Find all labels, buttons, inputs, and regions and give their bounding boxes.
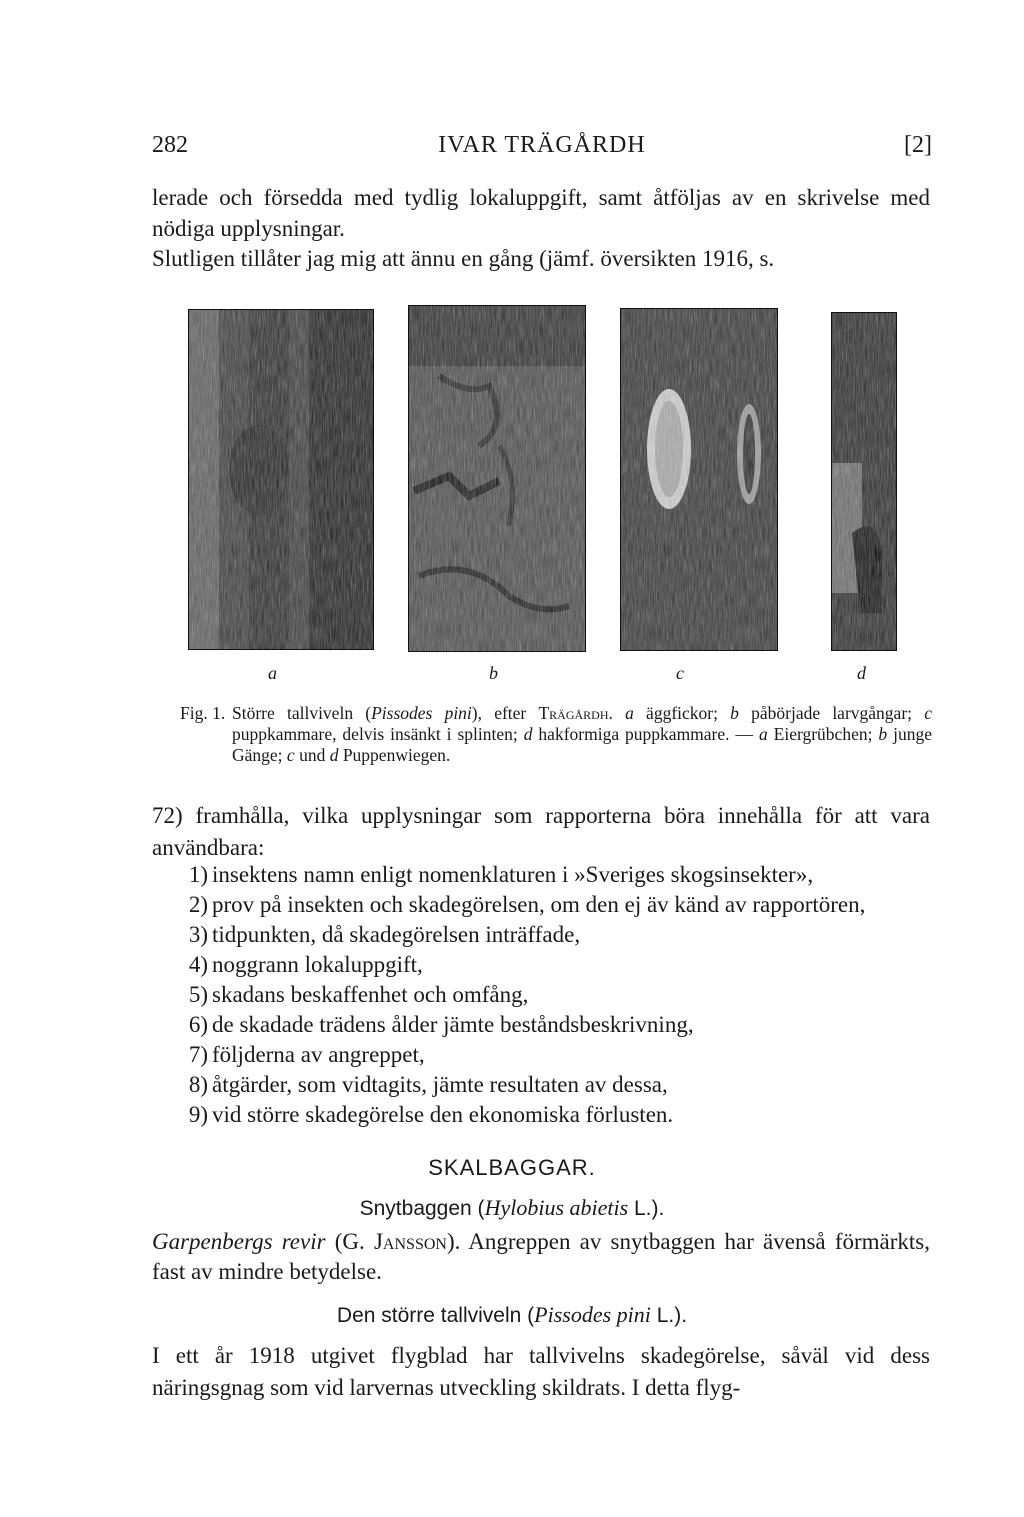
list-text: prov på insekten och skadegörelsen, om den ej äv känd av rapportören,	[212, 892, 866, 917]
subheading-snytbaggen	[0, 1195, 1024, 1221]
caption-seg: und	[294, 745, 330, 765]
caption-letter: d	[329, 745, 339, 765]
running-title: IVAR TRÄGÅRDH	[438, 132, 646, 158]
caption-seg: äggfickor;	[633, 703, 731, 723]
plate-c-bark-photo	[620, 308, 778, 651]
list-item	[172, 1040, 942, 1070]
list-item	[172, 860, 942, 890]
list-item	[172, 950, 942, 980]
section-marker: [2]	[904, 132, 932, 158]
caption-text	[232, 703, 932, 766]
subheading-text: Den större tallviveln (	[336, 1304, 535, 1327]
list-item	[172, 1070, 942, 1100]
caption-seg: ), efter	[471, 703, 539, 723]
subheading-text: L.).	[650, 1304, 688, 1327]
figure-number: Fig. 1.	[180, 703, 226, 723]
plate-b-bark-photo	[408, 305, 586, 652]
caption-seg: påbörjade larvgångar;	[738, 703, 925, 723]
section-heading: SKALBAGGAR.	[428, 1155, 596, 1180]
list-intro-paragraph: 72) framhålla, vilka upplysningar som rapporterna böra innehålla för att vara användbara:	[152, 803, 930, 860]
panel-label-b: b	[489, 663, 498, 683]
caption-letter: d	[523, 724, 533, 744]
list-item	[172, 920, 942, 950]
snytbaggen-paragraph	[152, 1227, 930, 1287]
caption-seg: hakformiga puppkammare. —	[532, 724, 759, 744]
caption-letter: c	[286, 745, 295, 765]
species-name: Hylobius abietis	[484, 1195, 629, 1220]
panel-label-c: c	[676, 663, 684, 683]
observer-name: Jansson	[373, 1229, 447, 1254]
list-text: åtgärder, som vidtagits, jämte resultaten av dessa,	[212, 1072, 668, 1097]
list-number: 1)	[188, 862, 208, 887]
caption-letter: a	[625, 703, 634, 723]
figure-caption	[180, 703, 932, 766]
plate-a-bark-photo	[188, 309, 374, 650]
list-text: insektens namn enligt nomenklaturen i »Sveriges skogsinsekter»,	[212, 862, 814, 887]
list-number: 6)	[188, 1012, 208, 1037]
caption-seg: Större tallviveln (	[232, 703, 372, 723]
report-requirements-list	[172, 860, 942, 1130]
list-number: 5)	[188, 982, 208, 1007]
list-text: vid större skadegörelse den ekonomiska förlusten.	[212, 1102, 674, 1127]
running-header	[152, 132, 932, 166]
list-text: skadans beskaffenhet och omfång,	[212, 982, 529, 1007]
intro-paragraph-2: Slutligen tillåter jag mig att ännu en gång (jämf. översikten 1916, s.	[152, 246, 775, 271]
paragraph-seg: (G.	[325, 1229, 374, 1254]
caption-letter: c	[924, 703, 932, 723]
subheading-text: L.).	[628, 1197, 665, 1220]
species-name: Pissodes pini	[534, 1302, 651, 1327]
list-text: följderna av angreppet,	[212, 1042, 425, 1067]
list-item	[172, 890, 942, 920]
caption-seg: puppkammare, delvis insänkt i splinten;	[232, 724, 524, 744]
page-number: 282	[152, 132, 188, 158]
figure-plates	[186, 305, 898, 650]
list-number: 2)	[188, 892, 208, 917]
caption-seg: Puppenwiegen.	[338, 745, 451, 765]
caption-author: Trägårdh	[538, 703, 609, 723]
list-number: 4)	[188, 952, 208, 977]
panel-label-d: d	[857, 663, 866, 683]
caption-letter: b	[878, 724, 888, 744]
list-text: de skadade trädens ålder jämte beståndsbeskrivning,	[212, 1012, 694, 1037]
caption-species: Pissodes pini	[371, 703, 472, 723]
intro-paragraph: lerade och försedda med tydlig lokaluppgift, samt åtföljas av en skrivelse med nödiga upplysningar.	[152, 185, 930, 241]
list-number: 9)	[188, 1102, 208, 1127]
list-text: noggrann lokaluppgift,	[212, 952, 423, 977]
list-number: 8)	[188, 1072, 208, 1097]
list-number: 3)	[188, 922, 208, 947]
caption-letter: a	[758, 724, 768, 744]
list-item	[172, 1100, 942, 1130]
panel-label-a: a	[268, 663, 277, 683]
list-item	[172, 980, 942, 1010]
subheading-tallviveln	[0, 1302, 1024, 1328]
plate-d-bark-photo	[831, 312, 897, 651]
tallviveln-paragraph: I ett år 1918 utgivet flygblad har tallvivelns skadegörelse, såväl vid dess näringsgnag som vid larvernas utveckling skildrats. I detta flyg-	[152, 1343, 930, 1400]
location-name: Garpenbergs revir	[152, 1229, 326, 1254]
caption-seg: junge Gänge;	[232, 724, 932, 765]
caption-seg: Eiergrübchen;	[767, 724, 879, 744]
paragraph-seg: ). Angreppen av snytbaggen har ävenså förmärkts, fast av mindre betydelse.	[152, 1229, 930, 1284]
subheading-text: Snytbaggen (	[359, 1197, 485, 1220]
list-number: 7)	[188, 1042, 208, 1067]
caption-seg: .	[608, 703, 626, 723]
list-text: tidpunkten, då skadegörelsen inträffade,	[212, 922, 581, 947]
list-item	[172, 1010, 942, 1040]
caption-letter: b	[730, 703, 739, 723]
